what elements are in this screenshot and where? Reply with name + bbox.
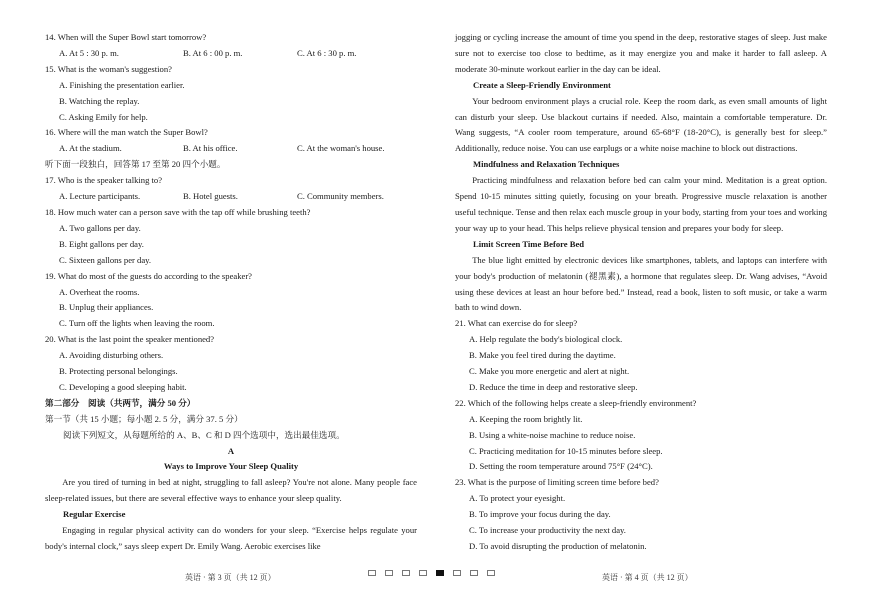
subheading-mindfulness: Mindfulness and Relaxation Techniques	[473, 159, 620, 170]
option-c: C. At the woman's house.	[297, 143, 385, 154]
exercise-paragraph-continued: jogging or cycling increase the amount of time you spend in the deep, restorative stages of sleep. Just make sure not to exercise too close to bedtime, as it may energize you and make it harder to fall asleep. A moderate 30-minute workout earlier in the day can be ideal.	[455, 32, 827, 74]
subheading-screen-time: Limit Screen Time Before Bed	[473, 238, 585, 249]
option-c: C. Make you more energetic and alert at night.	[469, 366, 630, 377]
option-c: C. Community members.	[297, 191, 384, 202]
option-b: B. Unplug their appliances.	[59, 302, 154, 313]
option-a: A. At the stadium.	[59, 143, 122, 154]
intro-paragraph: Are you tired of turning in bed at night, struggling to fall asleep? You're not alone. Many people face sleep-related issues, but there are several effective ways to enhance your sleep quality.	[45, 477, 417, 504]
question-16: 16. Where will the man watch the Super Bowl?	[45, 127, 208, 138]
option-b: B. Hotel guests.	[183, 191, 238, 202]
exercise-paragraph-start: Engaging in regular physical activity can do wonders for your sleep. “Exercise helps regulate your body's internal clock,” says sleep expert Dr. Emily Wang. Aerobic exercises like	[45, 525, 417, 551]
question-15: 15. What is the woman's suggestion?	[45, 63, 172, 74]
question-17: 17. Who is the speaker talking to?	[45, 175, 163, 186]
option-a: A. Lecture participants.	[59, 191, 141, 202]
option-a: A. Help regulate the body's biological clock.	[469, 334, 623, 345]
question-19: 19. What do most of the guests do according to the speaker?	[45, 270, 252, 281]
page-marker-strip	[368, 570, 495, 576]
option-b: B. Protecting personal belongings.	[59, 366, 178, 377]
option-c: C. Turn off the lights when leaving the room.	[59, 318, 215, 329]
screen-time-paragraph: The blue light emitted by electronic devices like smartphones, tablets, and laptops can interfere with your body's production of melatonin (褪黑素), a hormone that regulates sleep. Dr. Wang advises, “Avoid using these devices at least an hour before bed.” Instead, read a book, listen to soft music, or take a warm bath to wind down.	[455, 254, 827, 313]
question-18: 18. How much water can a person save with the tap off while brushing teeth?	[45, 206, 311, 217]
left-column	[45, 30, 417, 555]
part-two-title: 第二部分 阅读（共两节，满分 50 分）	[45, 397, 196, 408]
option-a: A. Finishing the presentation earlier.	[59, 79, 185, 90]
subheading-regular-exercise: Regular Exercise	[63, 509, 126, 520]
option-c: C. Sixteen gallons per day.	[59, 254, 152, 265]
page-marker-box	[368, 570, 376, 576]
option-b: B. At 6 : 00 p. m.	[183, 47, 243, 58]
question-21: 21. What can exercise do for sleep?	[455, 318, 578, 329]
footer-page-number-right: 英语 · 第 4 页（共 12 页）	[602, 573, 693, 582]
question-14: 14. When will the Super Bowl start tomorrow?	[45, 32, 207, 42]
page-marker-box	[419, 570, 427, 576]
passage-title: Ways to Improve Your Sleep Quality	[163, 461, 299, 472]
option-c: C. Developing a good sleeping habit.	[59, 381, 187, 392]
option-b: B. Using a white-noise machine to reduce noise.	[469, 429, 636, 440]
question-14-options	[45, 46, 417, 62]
option-c: C. To increase your productivity the next day.	[469, 525, 626, 536]
option-a: A. Overheat the rooms.	[59, 286, 140, 297]
option-b: B. Watching the replay.	[59, 95, 140, 106]
right-column	[455, 30, 827, 555]
option-c: C. Practicing meditation for 10-15 minutes before sleep.	[469, 445, 663, 456]
footer-page-number-left: 英语 · 第 3 页（共 12 页）	[185, 573, 276, 582]
option-b: B. Make you feel tired during the daytime.	[469, 350, 616, 361]
question-23: 23. What is the purpose of limiting screen time before bed?	[455, 477, 659, 488]
passage-letter: A	[227, 445, 235, 456]
question-20: 20. What is the last point the speaker mentioned?	[45, 334, 215, 345]
option-a: A. At 5 : 30 p. m.	[59, 47, 119, 58]
page-marker-box	[470, 570, 478, 576]
page-marker-box	[436, 570, 444, 576]
question-17-options	[45, 189, 417, 205]
section-one-title: 第一节（共 15 小题；每小题 2. 5 分，满分 37. 5 分）	[45, 413, 243, 424]
option-d: D. Reduce the time in deep and restorative sleep.	[469, 381, 638, 392]
reading-instruction: 阅读下列短文，从每题所给的 A、B、C 和 D 四个选项中，选出最佳选项。	[63, 429, 345, 440]
listening-instruction: 听下面一段独白，回答第 17 至第 20 四个小题。	[45, 159, 226, 170]
page-marker-box	[453, 570, 461, 576]
option-d: D. Setting the room temperature around 75°F (24°C).	[469, 461, 653, 472]
page-marker-box	[402, 570, 410, 576]
option-a: A. Two gallons per day.	[59, 222, 141, 233]
question-22: 22. Which of the following helps create a sleep-friendly environment?	[455, 397, 697, 408]
mindfulness-paragraph: Practicing mindfulness and relaxation before bed can calm your mind. Meditation is a great option. Spend 10-15 minutes sitting quietly, focusing on your breath. Progressive muscle relaxation is another useful technique. Tense and then relax each muscle group in your body, starting from your toes and working your way up to your head. This helps relieve physical tension and prepares your body for sleep.	[455, 175, 827, 233]
environment-paragraph: Your bedroom environment plays a crucial role. Keep the room dark, as even small amounts of light can disturb your sleep. Use blackout curtains if needed. Also, maintain a comfortable temperature. Dr. Wang suggests, “A cooler room temperature, around 65-68°F (18-20°C), is generally best for sleep.” Additionally, reduce noise. You can use earplugs or a white noise machine to block out distractions.	[455, 95, 827, 154]
subheading-sleep-environment: Create a Sleep-Friendly Environment	[473, 79, 611, 90]
option-d: D. To avoid disrupting the production of melatonin.	[469, 541, 647, 551]
option-c: C. Asking Emily for help.	[59, 111, 148, 122]
option-a: A. Avoiding disturbing others.	[59, 350, 164, 361]
option-a: A. Keeping the room brightly lit.	[469, 413, 583, 424]
page-marker-box	[385, 570, 393, 576]
option-b: B. Eight gallons per day.	[59, 238, 144, 249]
option-b: B. At his office.	[183, 143, 238, 154]
option-a: A. To protect your eyesight.	[469, 493, 566, 504]
option-b: B. To improve your focus during the day.	[469, 509, 611, 520]
page-marker-box	[487, 570, 495, 576]
question-16-options	[45, 141, 417, 157]
option-c: C. At 6 : 30 p. m.	[297, 47, 357, 58]
